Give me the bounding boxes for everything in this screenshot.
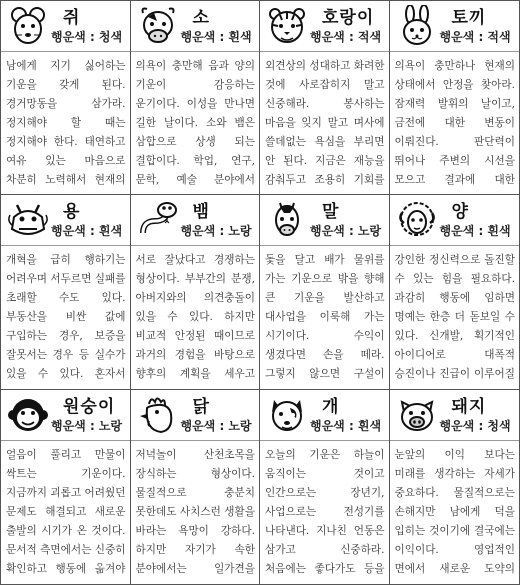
- fortune-text: 눈앞의 이익 보다는 미래를 생각하는 자세가 중요하다. 물질적으로는 손해지만 남에게 덕을 입히는 것이기에 결국에는 이익이다. 영업적인 면에서 새로운 도약의: [394, 448, 515, 575]
- sheep-icon: [396, 199, 438, 241]
- fortune-card-rooster: [131, 390, 261, 584]
- pig-icon: [396, 394, 438, 436]
- ox-icon: [137, 5, 179, 47]
- zodiac-name: 양: [451, 202, 469, 223]
- card-header: [1, 195, 130, 246]
- lucky-color: 행운색 : 노랑: [51, 418, 123, 433]
- fortune-text: 의욕이 충만해 음과 양의 기운이 감응하는 운기이다. 이성을 만나면 길한 날이다. 소와 뱀은 삼합으로 상생 되는 결합이다. 학업, 연구, 문학, 예술 분야에서: [135, 60, 255, 186]
- monkey-icon: [7, 394, 49, 436]
- fortune-card-monkey: [1, 390, 131, 584]
- lucky-color: 행운색 : 적색: [439, 30, 511, 44]
- zodiac-name: 토끼: [451, 8, 487, 28]
- fortune-text: 돛을 달고 배가 물위를 가는 기운으로 밖을 향해 큰 기운을 발산하고 대사업을 이룩해 가는 시기이다. 수익이 생겼다면 손을 떼라. 그렇지 않으면 구설이: [265, 254, 385, 381]
- zodiac-name: 돼지: [451, 396, 487, 417]
- fortune-text: 오늘의 기운은 하늘이 움직이는 것이고 인간으로는 장년기, 사업으로는 전성기를 나타낸다. 지나친 언동은 삼가고 신중하라. 처음에는 좋다가도 등을: [265, 448, 385, 575]
- card-header: [1, 390, 130, 441]
- dragon-icon: [7, 199, 49, 241]
- rabbit-icon: [396, 5, 438, 47]
- zodiac-name: 원숭이: [63, 396, 116, 417]
- fortune-card-ox: [131, 1, 261, 195]
- lucky-color: 행운색 : 노랑: [180, 418, 252, 433]
- fortune-card-snake: [131, 195, 261, 389]
- lucky-color: 행운색 : 적색: [310, 30, 382, 44]
- fortune-card-rabbit: [390, 1, 520, 195]
- zodiac-name: 개: [322, 396, 340, 417]
- zodiac-name: 말: [322, 202, 340, 223]
- lucky-color: 행운색 : 청색: [51, 30, 123, 44]
- zodiac-name: 용: [63, 202, 81, 223]
- fortune-card-pig: [390, 390, 520, 584]
- lucky-color: 행운색 : 흰색: [439, 224, 511, 239]
- horse-icon: [266, 199, 308, 241]
- lucky-color: 행운색 : 노랑: [180, 224, 252, 239]
- lucky-color: 행운색 : 흰색: [51, 224, 123, 239]
- tiger-icon: [266, 5, 308, 47]
- fortune-text: 얼음이 풀리고 만물이 싹트는 기운이다. 지금까지 괴롭고 어려웠던 문제도 해결되고 새로운 출발의 시기가 온 것이다. 문서적 측면에서는 신중히 확인하고 행동에 옮겨야: [6, 448, 126, 575]
- lucky-color: 행운색 : 흰색: [310, 418, 382, 433]
- card-header: [131, 195, 260, 246]
- lucky-color: 행운색 : 노랑: [310, 224, 382, 239]
- fortune-card-dragon: [1, 195, 131, 389]
- card-header: [260, 195, 389, 246]
- dog-icon: [266, 394, 308, 436]
- fortune-card-dog: [260, 390, 390, 584]
- fortune-text: 강인한 정신력으로 돌진할 수 있는 힘을 필요하다. 과감히 행동에 임하면 명예는 한층 더 돋보일 수 있다. 신개발, 획기적인 아이디어로 대폭적 승진이나 진급이 이루어질: [394, 254, 515, 381]
- card-header: [131, 390, 260, 441]
- card-header: [390, 1, 520, 52]
- card-header: [390, 390, 520, 441]
- lucky-color: 행운색 : 흰색: [180, 30, 252, 44]
- zodiac-name: 호랑이: [322, 8, 375, 28]
- card-header: [260, 390, 389, 441]
- fortune-card-horse: [260, 195, 390, 389]
- fortune-text: 의욕이 충만하나 현재의 상태에서 안정을 찾아라. 잠재력 발휘의 날이고, 금전에 대한 변동이 이뤄진다. 판단력이 뛰어나 주변의 시선을 모으고 결과에 대한: [394, 60, 515, 186]
- fortune-text: 외견상의 성대하고 화려한 것에 사로잡히지 말고 신중해라. 봉사하는 마음을 잊지 말고 며사에 쓸데없는 욕심을 부리면 안 된다. 지금은 재능을 감춰두고 조용히 기회를: [265, 60, 385, 186]
- card-header: [260, 1, 389, 52]
- zodiac-name: 뱀: [192, 202, 210, 223]
- fortune-card-sheep: [390, 195, 520, 389]
- lucky-color: 행운색 : 청색: [439, 418, 511, 433]
- zodiac-name: 쥐: [63, 8, 81, 28]
- fortune-text: 서로 잘났다고 경쟁하는 형상이다. 부부간의 분쟁, 아버지와의 의견충돌이 있을 수 있다. 하지만 비교적 안정된 때이므로 과거의 경험을 바탕으로 향후의 계획을 세우고: [135, 254, 255, 381]
- snake-icon: [137, 199, 179, 241]
- rat-icon: [7, 5, 49, 47]
- fortune-text: 저녁놀이 산천초목을 장식하는 형상이다. 물질적으로 충분치 못한데도 사치스런 생활을 바라는 욕망이 강하다. 하지만 자기가 속한 분야에서는 일가견을: [135, 448, 255, 575]
- fortune-text: 남에게 지기 싫어하는 기운을 갖게 된다. 경거망동을 삼가라. 정지해야 할 때는 정지해야 한다. 태연하고 여유 있는 마음으로 차분히 노력해서 현재의: [6, 60, 126, 186]
- fortune-card-tiger: [260, 1, 390, 195]
- fortune-text: 개혁을 급히 행하기는 어려우며 서두르면 실패를 초래할 수도 있다. 부동산을 비싼 값에 구입하는 경우, 보증을 잘못서는 경우 등 실수가 있을 수 있다. 혼자서: [6, 254, 126, 381]
- fortune-card-rat: [1, 1, 131, 195]
- card-header: [131, 1, 260, 52]
- card-header: [1, 1, 130, 52]
- rooster-icon: [137, 394, 179, 436]
- zodiac-name: 닭: [192, 396, 210, 417]
- zodiac-name: 소: [192, 8, 210, 28]
- card-header: [390, 195, 520, 246]
